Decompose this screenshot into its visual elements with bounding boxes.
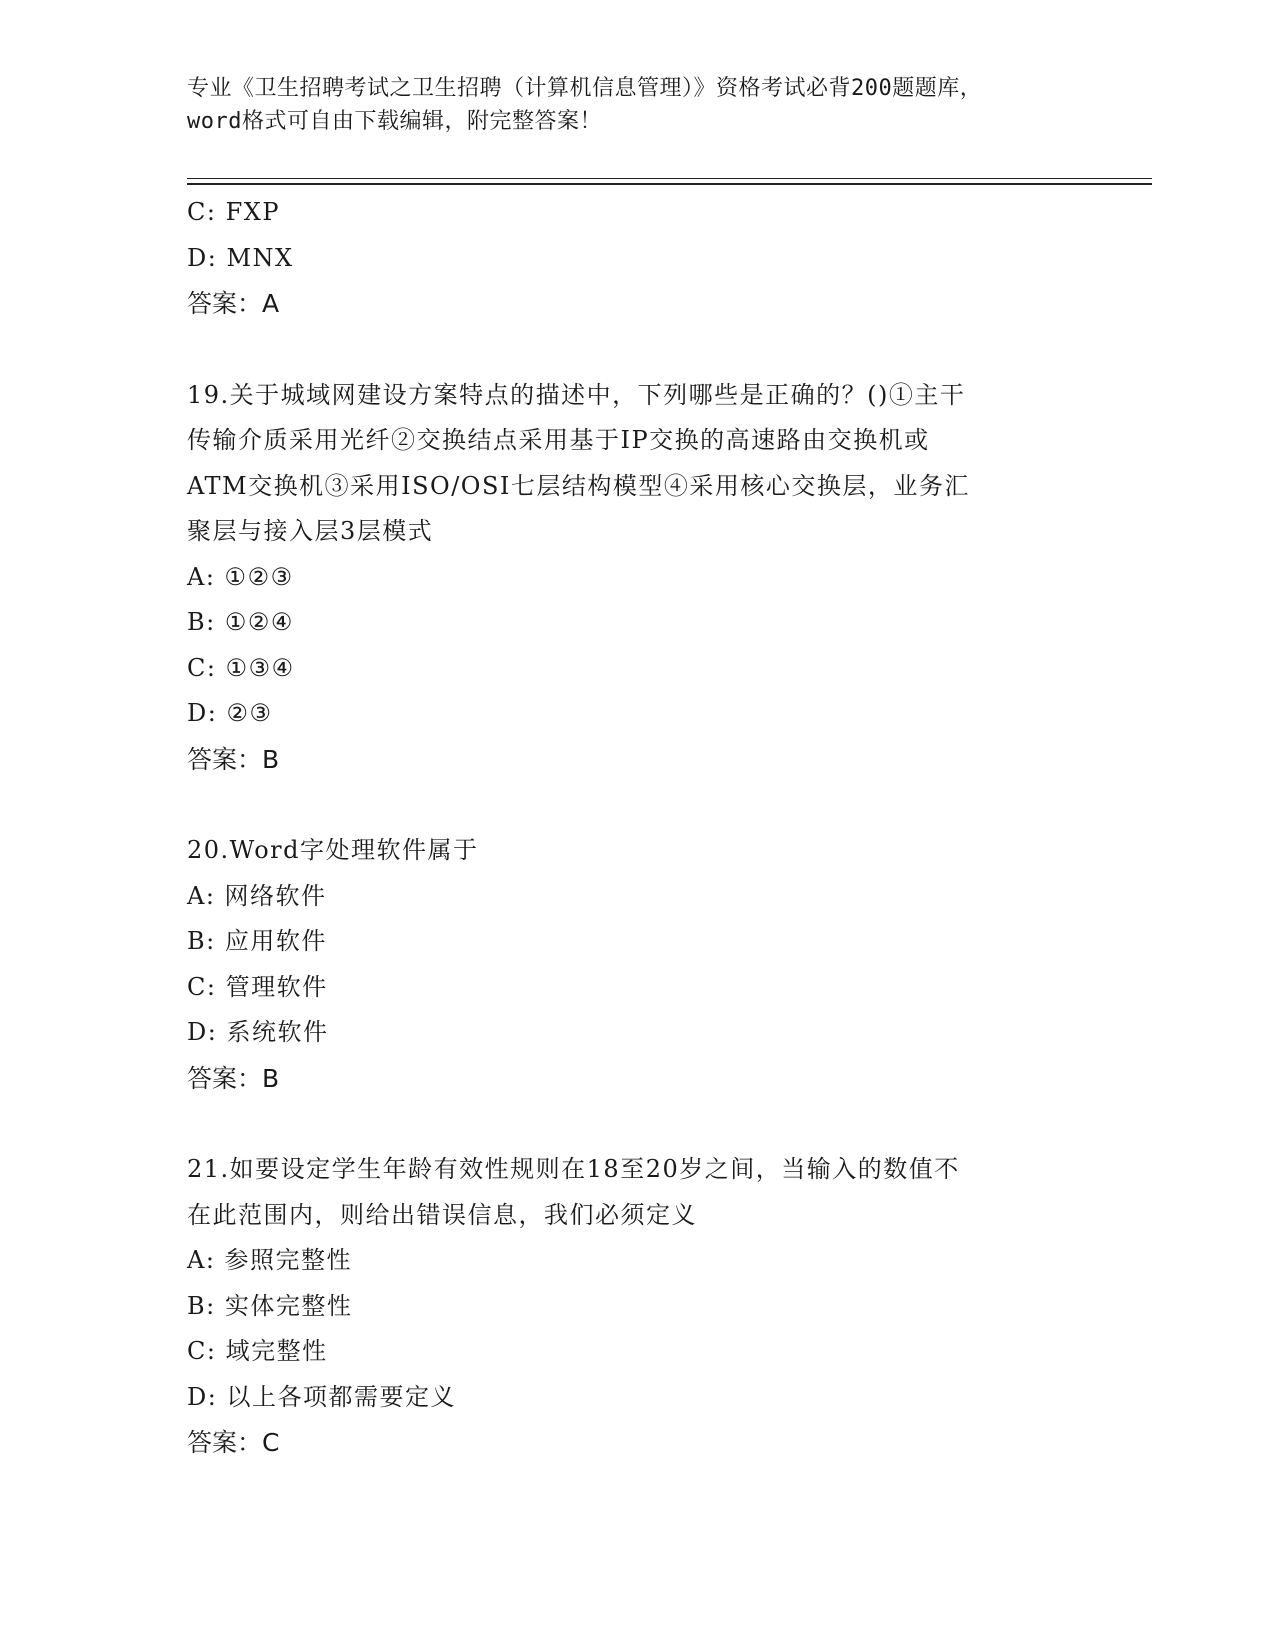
question-stem: 在此范围内，则给出错误信息，我们必须定义	[187, 1200, 697, 1229]
option-c: C: ①③④	[187, 653, 295, 682]
option-c: C: 域完整性	[187, 1337, 328, 1365]
spacer	[187, 327, 1087, 373]
option-b: B: ①②④	[187, 608, 294, 636]
header-line-1: 专业《卫生招聘考试之卫生招聘（计算机信息管理）》资格考试必背200题题库，	[187, 76, 983, 101]
question-stem: 传输介质采用光纤②交换结点采用基于IP交换的高速路由交换机或	[187, 426, 930, 454]
option-a: A: 网络软件	[187, 881, 327, 910]
option-b: B: 实体完整性	[187, 1291, 353, 1320]
option-c: C: 管理软件	[187, 972, 328, 1001]
question-stem: 聚层与接入层3层模式	[187, 517, 434, 545]
header-line-2: word格式可自由下载编辑，附完整答案！	[187, 109, 602, 134]
option-c: C: FXP	[187, 198, 280, 226]
question-20	[187, 828, 1087, 1101]
question-19	[187, 373, 1087, 783]
option-d: D: MNX	[187, 243, 294, 272]
answer-line: 答案：A	[187, 289, 280, 318]
spacer	[187, 782, 1087, 828]
question-stem: ATM交换机③采用ISO/OSI七层结构模型④采用核心交换层，业务汇	[187, 471, 970, 500]
header-divider-thick	[187, 183, 1152, 185]
answer-line: 答案：C	[187, 1428, 280, 1457]
spacer	[187, 1101, 1087, 1147]
previous-question-tail	[187, 190, 1087, 327]
header-divider-thin	[187, 178, 1152, 179]
answer-line: 答案：B	[187, 1063, 280, 1093]
document-header	[187, 72, 1087, 138]
question-stem: 21.如要设定学生年龄有效性规则在18至20岁之间，当输入的数值不	[187, 1155, 960, 1183]
option-b: B: 应用软件	[187, 927, 327, 955]
option-a: A: ①②③	[187, 562, 294, 591]
option-d: D: 系统软件	[187, 1018, 329, 1046]
question-list	[187, 190, 1087, 1466]
option-a: A: 参照完整性	[187, 1246, 353, 1274]
answer-line: 答案：B	[187, 744, 280, 774]
option-d: D: ②③	[187, 699, 273, 727]
question-stem: 19.关于城域网建设方案特点的描述中，下列哪些是正确的？()①主干	[187, 380, 966, 409]
question-21	[187, 1147, 1087, 1466]
question-stem: 20.Word字处理软件属于	[187, 836, 479, 864]
option-d: D: 以上各项都需要定义	[187, 1382, 456, 1411]
